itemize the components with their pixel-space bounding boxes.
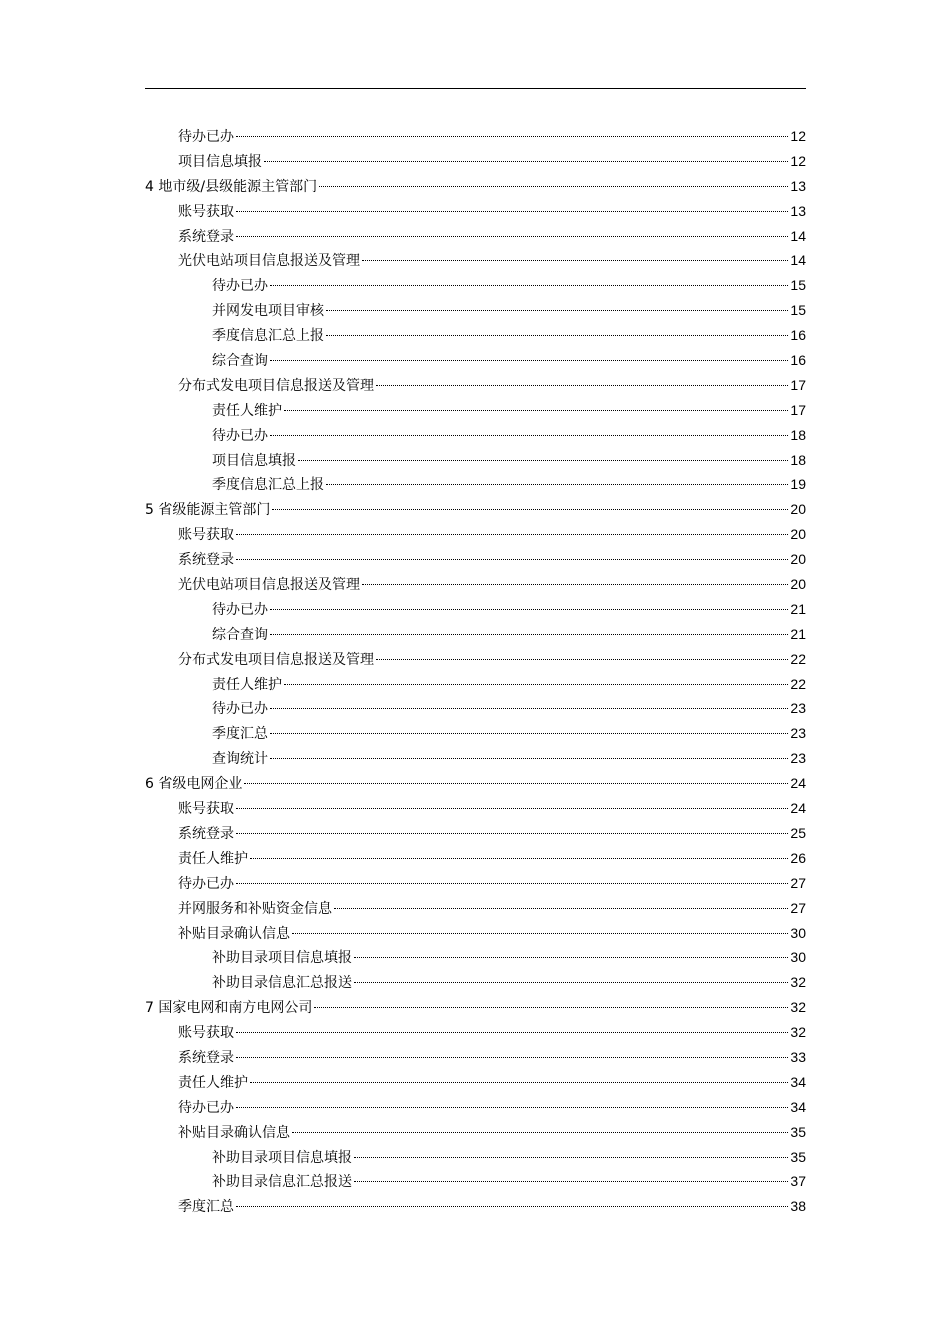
toc-page-number: 30 bbox=[790, 924, 806, 941]
toc-entry-title: 补助目录信息汇总报送 bbox=[212, 1174, 352, 1191]
toc-entry[interactable] bbox=[145, 522, 806, 547]
toc-entry[interactable] bbox=[145, 373, 806, 398]
toc-dot-leader bbox=[270, 708, 788, 709]
toc-page-number: 35 bbox=[790, 1123, 806, 1140]
toc-entry[interactable] bbox=[145, 746, 806, 771]
toc-entry[interactable] bbox=[145, 398, 806, 423]
toc-page-number: 17 bbox=[790, 376, 806, 393]
toc-entry[interactable] bbox=[145, 448, 806, 473]
toc-entry[interactable] bbox=[145, 248, 806, 273]
toc-dot-leader bbox=[270, 758, 788, 759]
toc-entry[interactable] bbox=[145, 472, 806, 497]
toc-dot-leader bbox=[326, 484, 788, 485]
toc-entry-title: 责任人维护 bbox=[178, 850, 248, 867]
toc-dot-leader bbox=[362, 260, 788, 261]
toc-page-number: 23 bbox=[790, 725, 806, 742]
toc-entry[interactable] bbox=[145, 622, 806, 647]
toc-page-number: 27 bbox=[790, 899, 806, 916]
toc-page-number: 14 bbox=[790, 252, 806, 269]
toc-dot-leader bbox=[284, 410, 788, 411]
toc-entry-title: 系统登录 bbox=[178, 552, 234, 569]
toc-page-number: 20 bbox=[790, 551, 806, 568]
toc-entry-title: 综合查询 bbox=[212, 353, 268, 370]
toc-entry-title: 系统登录 bbox=[178, 825, 234, 842]
toc-entry[interactable] bbox=[145, 224, 806, 249]
toc-page-number: 13 bbox=[790, 177, 806, 194]
toc-entry-title: 补贴目录确认信息 bbox=[178, 1124, 290, 1141]
toc-entry-title: 季度汇总 bbox=[212, 726, 268, 743]
toc-page-number: 20 bbox=[790, 576, 806, 593]
toc-dot-leader bbox=[319, 186, 788, 187]
toc-dot-leader bbox=[354, 957, 788, 958]
toc-entry[interactable] bbox=[145, 696, 806, 721]
toc-page-number: 32 bbox=[790, 1024, 806, 1041]
toc-page-number: 20 bbox=[790, 501, 806, 518]
toc-entry[interactable] bbox=[145, 821, 806, 846]
toc-page-number: 32 bbox=[790, 974, 806, 991]
toc-entry[interactable] bbox=[145, 497, 806, 522]
toc-entry-title: 分布式发电项目信息报送及管理 bbox=[178, 377, 374, 394]
toc-entry[interactable] bbox=[145, 323, 806, 348]
toc-dot-leader bbox=[236, 236, 788, 237]
toc-dot-leader bbox=[326, 335, 788, 336]
toc-entry[interactable] bbox=[145, 1145, 806, 1170]
toc-entry[interactable] bbox=[145, 597, 806, 622]
toc-entry[interactable] bbox=[145, 273, 806, 298]
toc-entry-title: 季度汇总 bbox=[178, 1199, 234, 1216]
toc-page-number: 15 bbox=[790, 277, 806, 294]
toc-dot-leader bbox=[270, 285, 788, 286]
toc-dot-leader bbox=[376, 659, 788, 660]
toc-dot-leader bbox=[244, 783, 788, 784]
toc-entry-title: 5 省级能源主管部门 bbox=[145, 502, 271, 519]
toc-entry-title: 账号获取 bbox=[178, 1025, 234, 1042]
toc-dot-leader bbox=[250, 858, 788, 859]
toc-page-number: 14 bbox=[790, 227, 806, 244]
toc-entry[interactable] bbox=[145, 871, 806, 896]
toc-page-number: 34 bbox=[790, 1073, 806, 1090]
toc-entry-title: 账号获取 bbox=[178, 527, 234, 544]
toc-entry-title: 待办已办 bbox=[212, 278, 268, 295]
toc-entry[interactable] bbox=[145, 1169, 806, 1194]
toc-dot-leader bbox=[236, 1107, 788, 1108]
toc-entry-title: 综合查询 bbox=[212, 626, 268, 643]
toc-dot-leader bbox=[236, 1032, 788, 1033]
toc-entry-title: 账号获取 bbox=[178, 203, 234, 220]
toc-dot-leader bbox=[354, 982, 788, 983]
toc-page-number: 22 bbox=[790, 675, 806, 692]
toc-dot-leader bbox=[284, 684, 788, 685]
table-of-contents bbox=[145, 124, 806, 1219]
toc-page-number: 23 bbox=[790, 750, 806, 767]
toc-entry[interactable] bbox=[145, 124, 806, 149]
toc-page-number: 33 bbox=[790, 1048, 806, 1065]
toc-page-number: 24 bbox=[790, 775, 806, 792]
toc-page-number: 22 bbox=[790, 650, 806, 667]
toc-entry-title: 并网发电项目审核 bbox=[212, 303, 324, 320]
toc-page-number: 37 bbox=[790, 1173, 806, 1190]
toc-page-number: 19 bbox=[790, 476, 806, 493]
toc-entry[interactable] bbox=[145, 672, 806, 697]
toc-dot-leader bbox=[236, 211, 788, 212]
toc-entry-title: 光伏电站项目信息报送及管理 bbox=[178, 577, 360, 594]
toc-page-number: 12 bbox=[790, 152, 806, 169]
toc-dot-leader bbox=[270, 360, 788, 361]
toc-entry[interactable] bbox=[145, 1095, 806, 1120]
toc-entry-title: 待办已办 bbox=[212, 427, 268, 444]
toc-entry[interactable] bbox=[145, 945, 806, 970]
toc-entry-title: 项目信息填报 bbox=[178, 153, 262, 170]
toc-entry[interactable] bbox=[145, 1020, 806, 1045]
toc-entry-title: 项目信息填报 bbox=[212, 452, 296, 469]
toc-entry-title: 补贴目录确认信息 bbox=[178, 925, 290, 942]
toc-dot-leader bbox=[272, 509, 788, 510]
toc-page-number: 13 bbox=[790, 202, 806, 219]
toc-entry[interactable] bbox=[145, 1194, 806, 1219]
toc-dot-leader bbox=[236, 883, 788, 884]
toc-entry[interactable] bbox=[145, 199, 806, 224]
toc-entry-title: 责任人维护 bbox=[178, 1074, 248, 1091]
toc-dot-leader bbox=[334, 908, 788, 909]
toc-entry[interactable] bbox=[145, 298, 806, 323]
toc-entry[interactable] bbox=[145, 721, 806, 746]
toc-page-number: 12 bbox=[790, 128, 806, 144]
toc-entry-title: 系统登录 bbox=[178, 1049, 234, 1066]
toc-entry-title: 待办已办 bbox=[178, 1099, 234, 1116]
toc-entry[interactable] bbox=[145, 771, 806, 796]
toc-page-number: 15 bbox=[790, 302, 806, 319]
toc-entry-title: 季度信息汇总上报 bbox=[212, 477, 324, 494]
toc-entry[interactable] bbox=[145, 921, 806, 946]
toc-dot-leader bbox=[270, 435, 788, 436]
toc-entry-title: 4 地市级/县级能源主管部门 bbox=[145, 178, 318, 195]
toc-dot-leader bbox=[236, 808, 788, 809]
toc-page-number: 21 bbox=[790, 600, 806, 617]
toc-page-number: 34 bbox=[790, 1098, 806, 1115]
toc-entry[interactable] bbox=[145, 1120, 806, 1145]
toc-page-number: 20 bbox=[790, 526, 806, 543]
toc-entry[interactable] bbox=[145, 896, 806, 921]
toc-page-number: 32 bbox=[790, 999, 806, 1016]
toc-dot-leader bbox=[264, 161, 788, 162]
toc-entry-title: 补助目录信息汇总报送 bbox=[212, 975, 352, 992]
toc-dot-leader bbox=[314, 1007, 788, 1008]
toc-dot-leader bbox=[236, 1057, 788, 1058]
toc-page-number: 24 bbox=[790, 800, 806, 817]
toc-entry-title: 待办已办 bbox=[212, 601, 268, 618]
toc-dot-leader bbox=[354, 1181, 788, 1182]
toc-entry[interactable] bbox=[145, 1070, 806, 1095]
header-rule bbox=[145, 88, 806, 89]
toc-page-number: 30 bbox=[790, 949, 806, 966]
toc-entry[interactable] bbox=[145, 423, 806, 448]
toc-entry-title: 责任人维护 bbox=[212, 676, 282, 693]
toc-page-number: 35 bbox=[790, 1148, 806, 1165]
toc-page-number: 18 bbox=[790, 426, 806, 443]
toc-entry-title: 分布式发电项目信息报送及管理 bbox=[178, 651, 374, 668]
toc-dot-leader bbox=[326, 310, 788, 311]
toc-entry-title: 系统登录 bbox=[178, 228, 234, 245]
toc-entry[interactable] bbox=[145, 547, 806, 572]
toc-dot-leader bbox=[376, 385, 788, 386]
toc-entry[interactable] bbox=[145, 796, 806, 821]
toc-entry-title: 并网服务和补贴资金信息 bbox=[178, 900, 332, 917]
toc-page-number: 27 bbox=[790, 874, 806, 891]
toc-entry-title: 待办已办 bbox=[178, 129, 234, 145]
toc-page-number: 18 bbox=[790, 451, 806, 468]
toc-dot-leader bbox=[298, 460, 788, 461]
toc-dot-leader bbox=[236, 559, 788, 560]
toc-page-number: 16 bbox=[790, 327, 806, 344]
toc-entry[interactable] bbox=[145, 1045, 806, 1070]
toc-entry-title: 待办已办 bbox=[178, 875, 234, 892]
toc-entry[interactable] bbox=[145, 572, 806, 597]
toc-entry-title: 6 省级电网企业 bbox=[145, 776, 243, 793]
toc-page-number: 21 bbox=[790, 625, 806, 642]
toc-page-number: 23 bbox=[790, 700, 806, 717]
toc-page-number: 26 bbox=[790, 849, 806, 866]
toc-entry-title: 补助目录项目信息填报 bbox=[212, 950, 352, 967]
toc-dot-leader bbox=[270, 609, 788, 610]
toc-entry-title: 季度信息汇总上报 bbox=[212, 328, 324, 345]
toc-entry-title: 责任人维护 bbox=[212, 402, 282, 419]
toc-entry-title: 待办已办 bbox=[212, 701, 268, 718]
toc-entry[interactable] bbox=[145, 149, 806, 174]
toc-dot-leader bbox=[354, 1157, 788, 1158]
toc-dot-leader bbox=[236, 136, 788, 137]
toc-dot-leader bbox=[236, 1206, 788, 1207]
toc-entry-title: 补助目录项目信息填报 bbox=[212, 1149, 352, 1166]
toc-dot-leader bbox=[270, 733, 788, 734]
toc-entry[interactable] bbox=[145, 846, 806, 871]
toc-entry-title: 7 国家电网和南方电网公司 bbox=[145, 1000, 313, 1017]
toc-entry[interactable] bbox=[145, 647, 806, 672]
toc-entry[interactable] bbox=[145, 348, 806, 373]
toc-dot-leader bbox=[236, 833, 788, 834]
toc-entry-title: 账号获取 bbox=[178, 801, 234, 818]
toc-dot-leader bbox=[292, 1132, 788, 1133]
toc-entry-title: 光伏电站项目信息报送及管理 bbox=[178, 253, 360, 270]
toc-dot-leader bbox=[292, 933, 788, 934]
toc-page-number: 17 bbox=[790, 401, 806, 418]
toc-entry[interactable] bbox=[145, 970, 806, 995]
toc-dot-leader bbox=[250, 1082, 788, 1083]
toc-entry[interactable] bbox=[145, 174, 806, 199]
toc-page-number: 38 bbox=[790, 1198, 806, 1215]
toc-entry[interactable] bbox=[145, 995, 806, 1020]
toc-page-number: 16 bbox=[790, 352, 806, 369]
toc-dot-leader bbox=[236, 534, 788, 535]
toc-dot-leader bbox=[362, 584, 788, 585]
toc-entry-title: 查询统计 bbox=[212, 751, 268, 768]
toc-page-number: 25 bbox=[790, 824, 806, 841]
toc-dot-leader bbox=[270, 634, 788, 635]
